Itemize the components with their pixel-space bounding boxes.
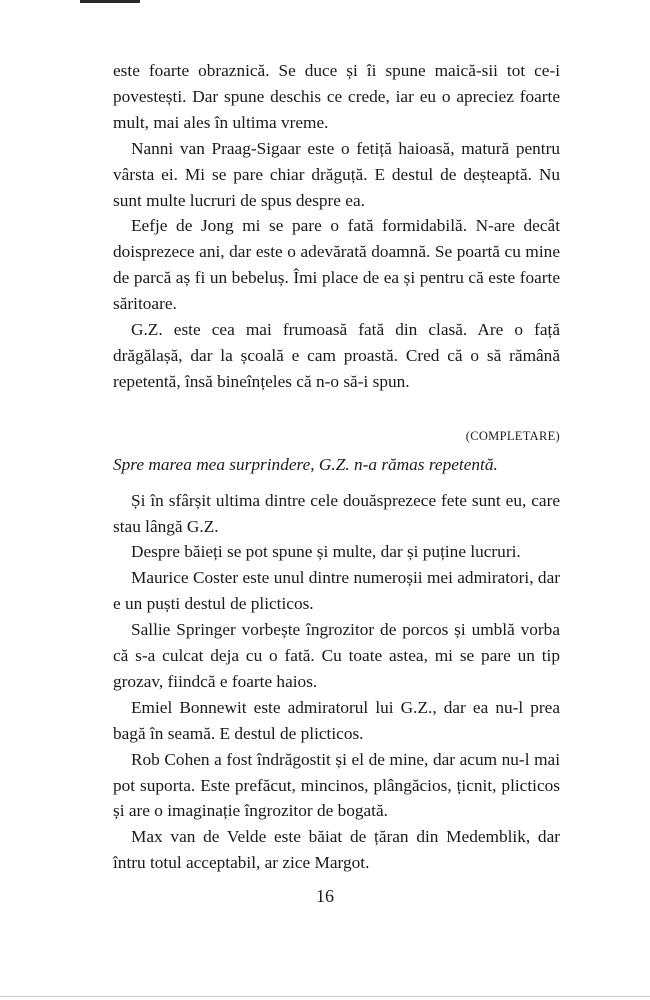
bottom-edge-line: [0, 996, 650, 997]
paragraph: este foarte obraznică. Se duce și îi spune maică-sii tot ce-i povestești. Dar spune deschis ce crede, iar eu o apreciez foarte mult, mai ales în ultima vreme.: [113, 61, 560, 132]
page-body: [113, 58, 560, 876]
paragraph: Despre băieți se pot spune și multe, dar și puține lucruri.: [131, 542, 521, 562]
paragraph: G.Z. este cea mai frumoasă fată din clasă. Are o față drăgălașă, dar la școală e cam proastă. Cred că o să rămână repetentă, însă bineînțeles că n-o să-i spun.: [113, 320, 560, 391]
paragraph: Și în sfârșit ultima dintre cele douăsprezece fete sunt eu, care stau lângă G.Z.: [113, 490, 560, 536]
paragraph: Maurice Coster este unul dintre numeroșii mei admiratori, dar e un puști destul de plicticos.: [113, 568, 560, 614]
page-number: 16: [316, 886, 334, 906]
completion-note: Spre marea mea surprindere, G.Z. n-a rămas repetentă.: [113, 454, 498, 474]
paragraph: Rob Cohen a fost îndrăgostit și el de mine, dar acum nu-l mai pot suporta. Este prefăcut, mincinos, plângăcios, țicnit, plicticos și are o imaginație îngrozitor de bogată.: [113, 749, 560, 821]
paragraph: Sallie Springer vorbește îngrozitor de porcos și umblă vorba că s-a culcat deja cu o fată. Cu toate astea, mi se pare un tip grozav, fiindcă e foarte haios.: [113, 620, 560, 691]
paragraph: Max van de Velde este băiat de țăran din Medemblik, dar întru totul acceptabil, ar zice Margot.: [113, 827, 560, 873]
paragraph: Eefje de Jong mi se pare o fată formidabilă. N-are decât doisprezece ani, dar este o adevărată doamnă. Se poartă cu mine de parcă aș fi un bebeluș. Îmi place de ea și pentru că este foarte săritoare.: [113, 216, 560, 314]
paragraph: Emiel Bonnewit este admiratorul lui G.Z., dar ea nu-l prea bagă în seamă. E destul de plicticos.: [113, 697, 560, 743]
top-edge-mark: [80, 0, 140, 3]
paragraph: Nanni van Praag-Sigaar este o fetiță haioasă, matură pentru vârsta ei. Mi se pare chiar drăguță. E destul de deșteaptă. Nu sunt multe lucruri de spus despre ea.: [113, 138, 560, 210]
completion-note-label: (COMPLETARE): [465, 428, 560, 443]
